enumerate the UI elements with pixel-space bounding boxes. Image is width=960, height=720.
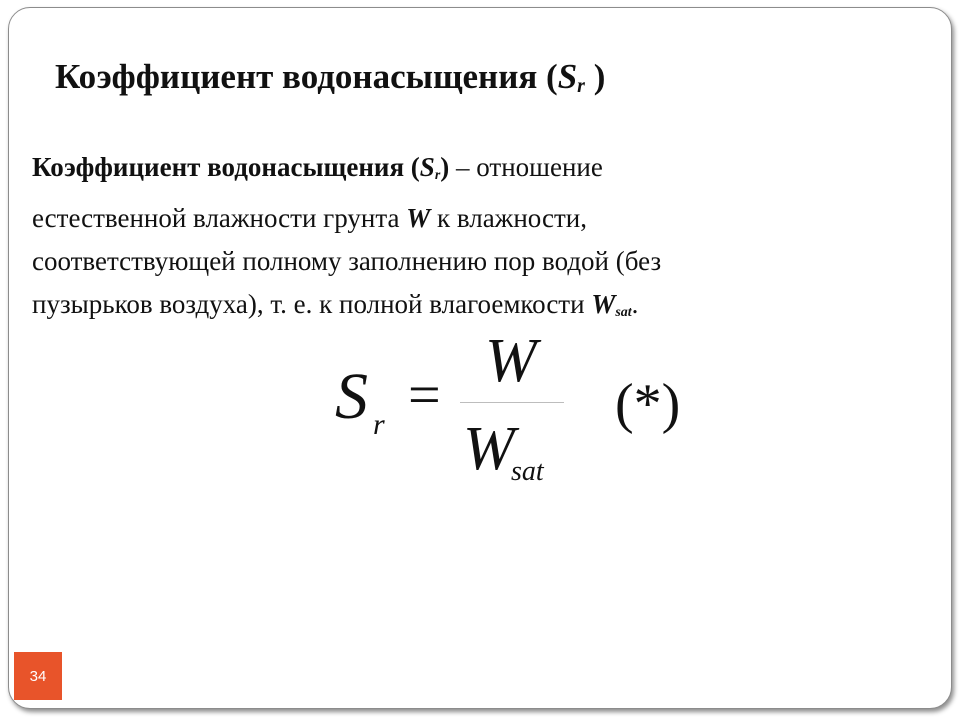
title-close: ) [584, 57, 606, 96]
term-symbol: S [419, 152, 435, 182]
line-4-end: . [631, 289, 639, 319]
definition-paragraph [32, 146, 892, 334]
moisture-symbol: W [406, 203, 431, 233]
title-text: Коэффициент водонасыщения ( [55, 57, 558, 96]
definition-line-2 [32, 197, 892, 240]
saturation-symbol: W [591, 289, 616, 319]
title-subscript: r [577, 75, 585, 97]
saturation-subscript: sat [615, 305, 632, 320]
formula-equals: = [408, 362, 441, 427]
title-symbol: S [557, 57, 578, 96]
definition-line-4 [32, 283, 892, 334]
fraction-bar [460, 402, 564, 403]
formula-denominator-subscript: sat [511, 456, 544, 487]
definition-line-3: соответствующей полному заполнению пор водой (без [32, 246, 662, 276]
term-close: ) [440, 152, 450, 182]
formula-denominator: W [463, 415, 515, 483]
formula-lhs: S [335, 360, 368, 433]
page-number-badge: 34 [14, 652, 62, 700]
line-1-rest: – отношение [449, 152, 603, 182]
formula-lhs-subscript: r [373, 408, 385, 441]
formula-numerator: W [485, 327, 537, 395]
formula-tag: (*) [615, 373, 681, 435]
slide-title [55, 57, 605, 98]
definition-line-1 [32, 146, 892, 197]
definition-term [32, 152, 449, 182]
line-4-pre: пузырьков воздуха), т. е. к полной влагоемкости [32, 289, 592, 319]
saturation-formula [330, 327, 710, 490]
line-2-pre: естественной влажности грунта [32, 203, 407, 233]
line-2-post: к влажности, [430, 203, 587, 233]
term-subscript: r [434, 168, 441, 183]
term-text: Коэффициент водонасыщения ( [32, 152, 420, 182]
